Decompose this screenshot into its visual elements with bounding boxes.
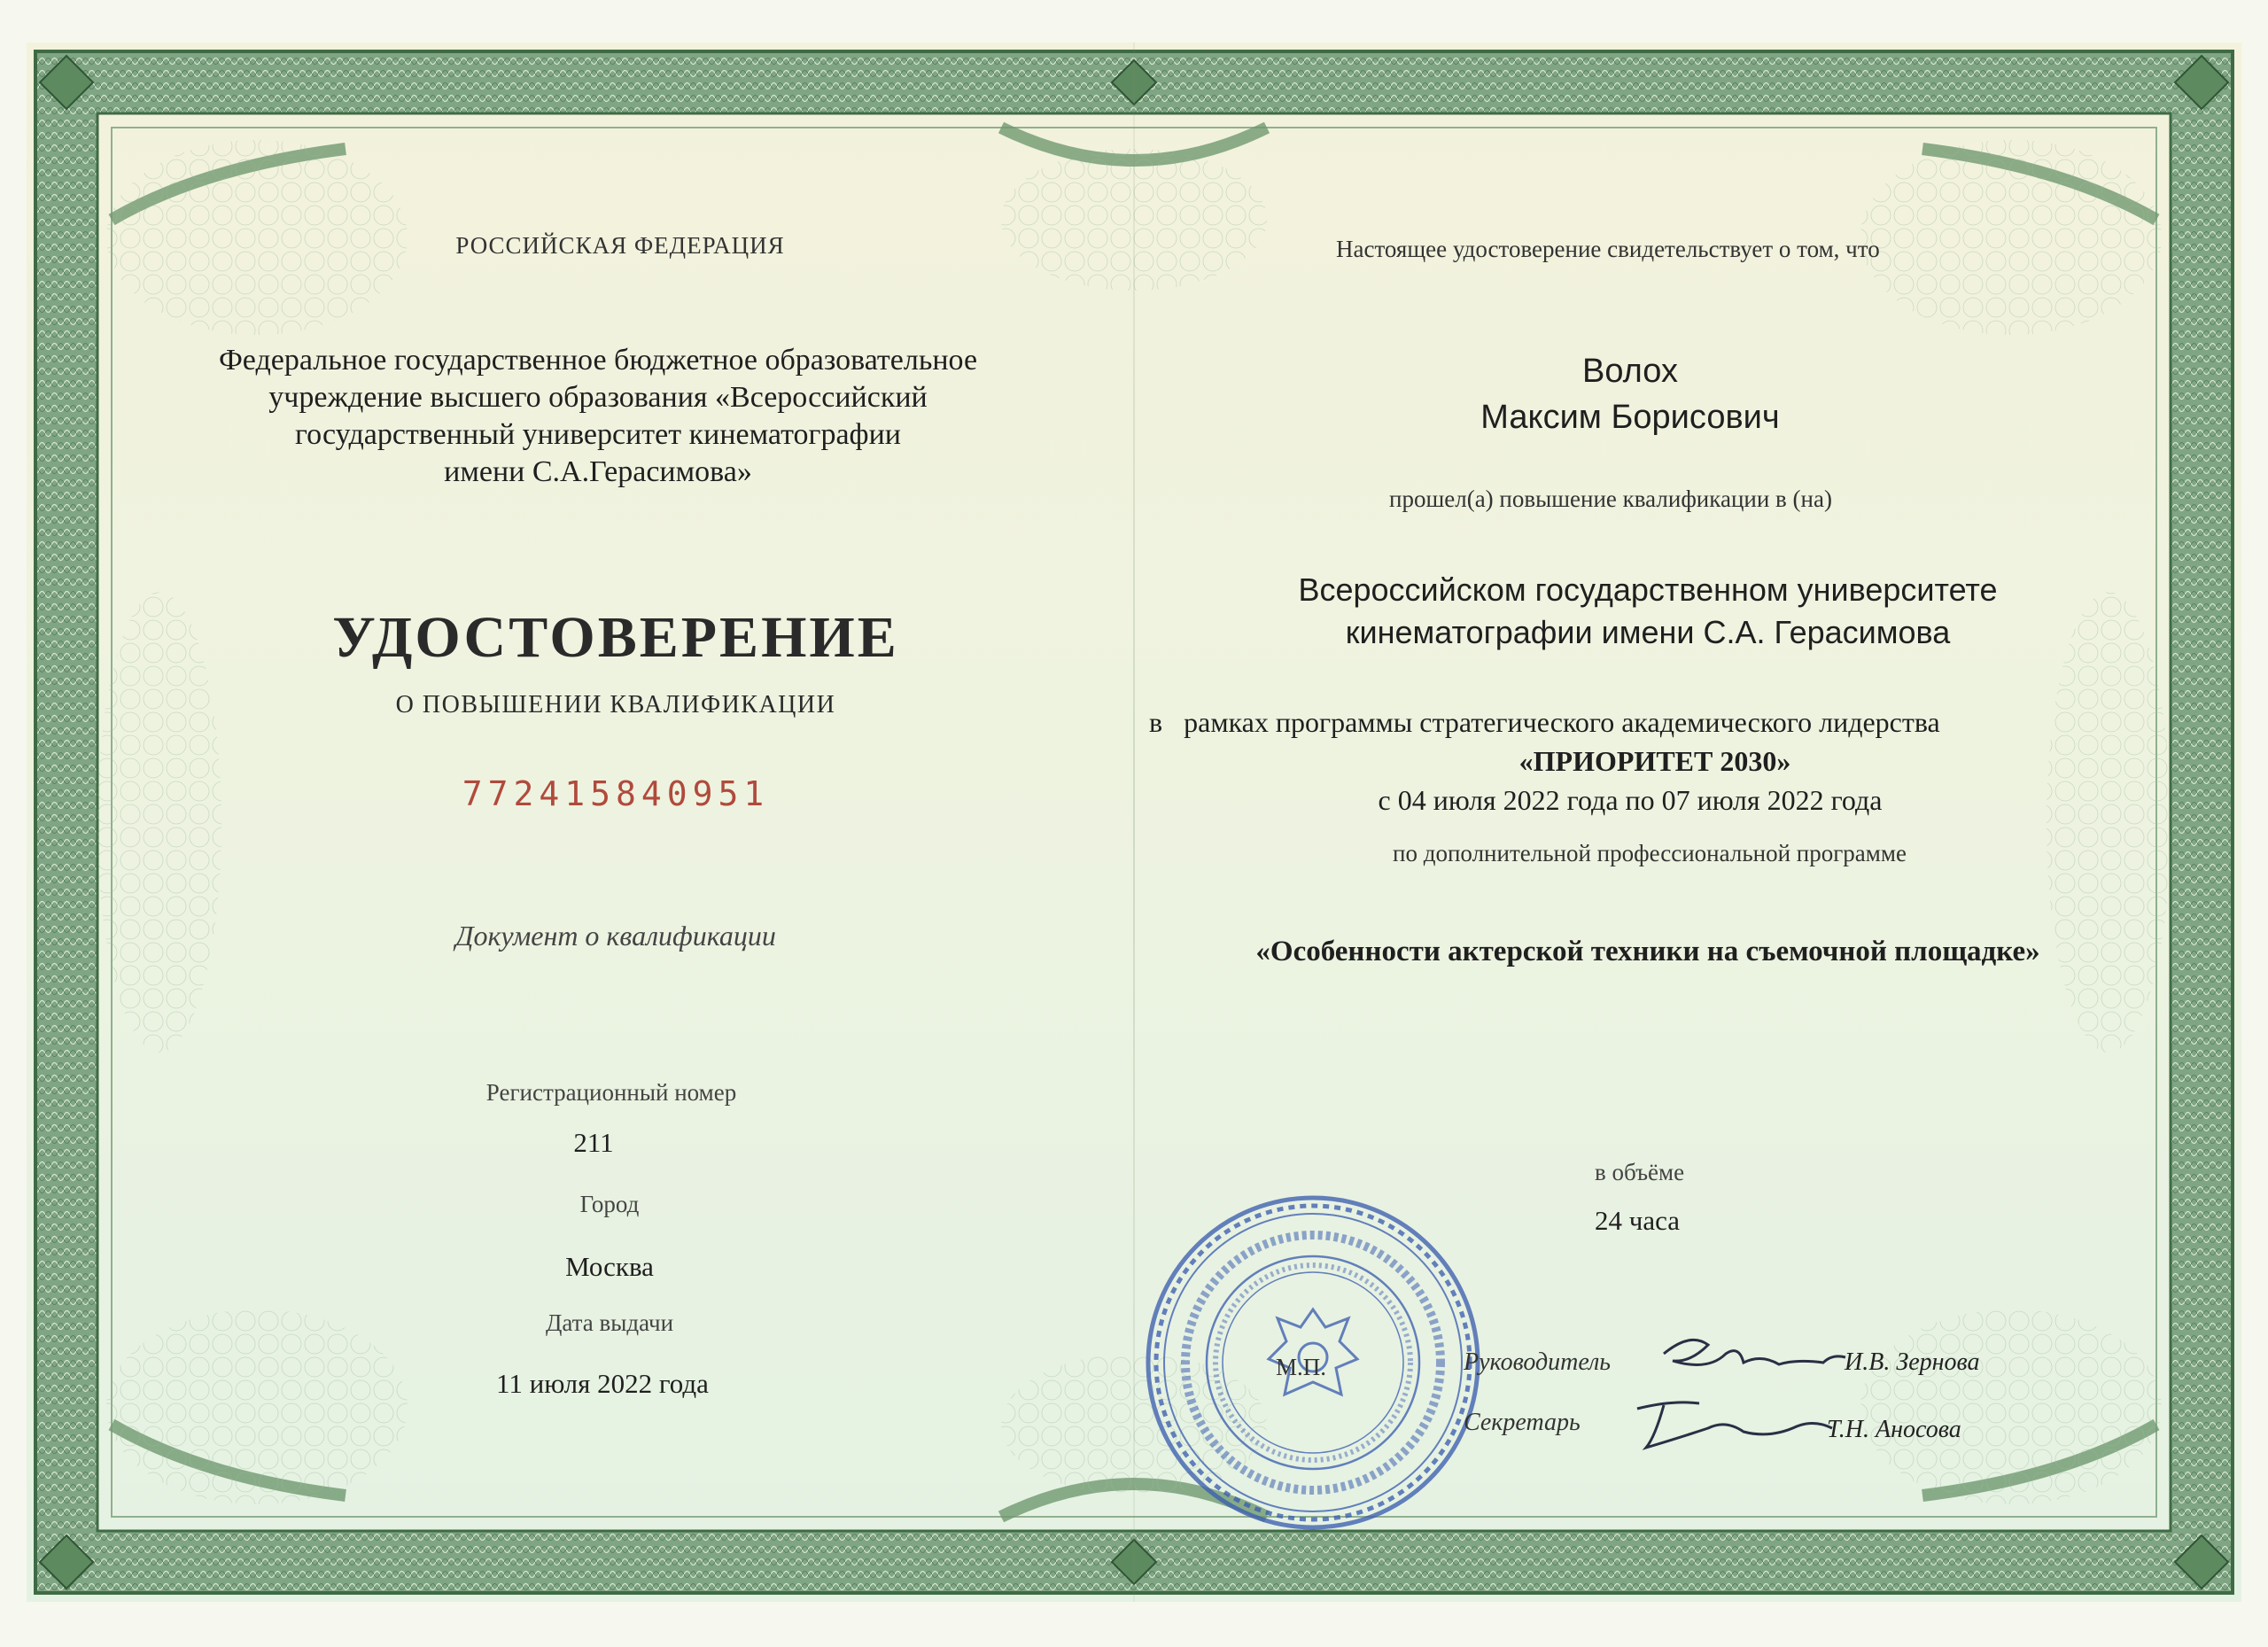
institution-name bbox=[219, 342, 977, 491]
holder-given-names: Максим Борисович bbox=[1480, 399, 1780, 436]
reg-number: 211 bbox=[573, 1127, 614, 1158]
volume-hours: 24 часа bbox=[1595, 1205, 1680, 1236]
intro-text: Настоящее удостоверение свидетельствует о том, что bbox=[1336, 236, 1880, 262]
secretary-role: Секретарь bbox=[1464, 1409, 1581, 1436]
serial-number: 772415840951 bbox=[462, 774, 770, 813]
city-label: Город bbox=[579, 1191, 640, 1217]
program-text: рамках программы стратегического академического лидерства bbox=[1184, 706, 1940, 738]
director-name: И.В. Зернова bbox=[1845, 1348, 1980, 1376]
institution-line: государственный университет кинематографии bbox=[295, 418, 901, 451]
certificate-sheet bbox=[27, 43, 2241, 1602]
course-title: «Особенности актерской техники на съемочной площадке» bbox=[1255, 936, 2040, 967]
holder-surname: Волох bbox=[1582, 353, 1678, 390]
institution-line: имени С.А.Герасимова» bbox=[444, 455, 752, 488]
passed-text: прошел(а) повышение квалификации в (на) bbox=[1389, 486, 1832, 512]
secretary-name: Т.Н. Аносова bbox=[1827, 1416, 1961, 1443]
university-name bbox=[1298, 569, 1997, 654]
secretary-signature bbox=[1619, 1393, 1850, 1464]
program-dates: с 04 июля 2022 года по 07 июля 2022 года bbox=[1378, 784, 1883, 816]
document-subtitle: О ПОВЫШЕНИИ КВАЛИФИКАЦИИ bbox=[395, 691, 836, 719]
program-prefix: в bbox=[1149, 706, 1163, 738]
university-line: Всероссийском государственном университете bbox=[1298, 571, 1998, 608]
director-signature bbox=[1655, 1327, 1868, 1389]
page-fold bbox=[1133, 43, 1135, 1602]
issue-date: 11 июля 2022 года bbox=[496, 1368, 709, 1399]
program-name: «ПРИОРИТЕТ 2030» bbox=[1518, 745, 1791, 777]
program-line bbox=[1149, 703, 1940, 741]
stamp-mark: М.П. bbox=[1276, 1354, 1327, 1380]
additional-program-text: по дополнительной профессиональной программе bbox=[1393, 840, 1907, 866]
reg-number-label: Регистрационный номер bbox=[485, 1079, 737, 1106]
university-line: кинематографии имени С.А. Герасимова bbox=[1345, 614, 1951, 650]
city: Москва bbox=[565, 1251, 654, 1282]
document-title: УДОСТОВЕРЕНИЕ bbox=[332, 605, 899, 670]
institution-line: Федеральное государственное бюджетное образовательное bbox=[218, 344, 978, 377]
issue-date-label: Дата выдачи bbox=[545, 1309, 674, 1336]
country-name: РОССИЙСКАЯ ФЕДЕРАЦИЯ bbox=[455, 232, 785, 259]
volume-label: в объёме bbox=[1595, 1159, 1685, 1185]
document-type: Документ о квалификации bbox=[455, 920, 776, 952]
director-role: Руководитель bbox=[1464, 1348, 1612, 1376]
institution-line: учреждение высшего образования «Всероссийский bbox=[268, 381, 928, 414]
